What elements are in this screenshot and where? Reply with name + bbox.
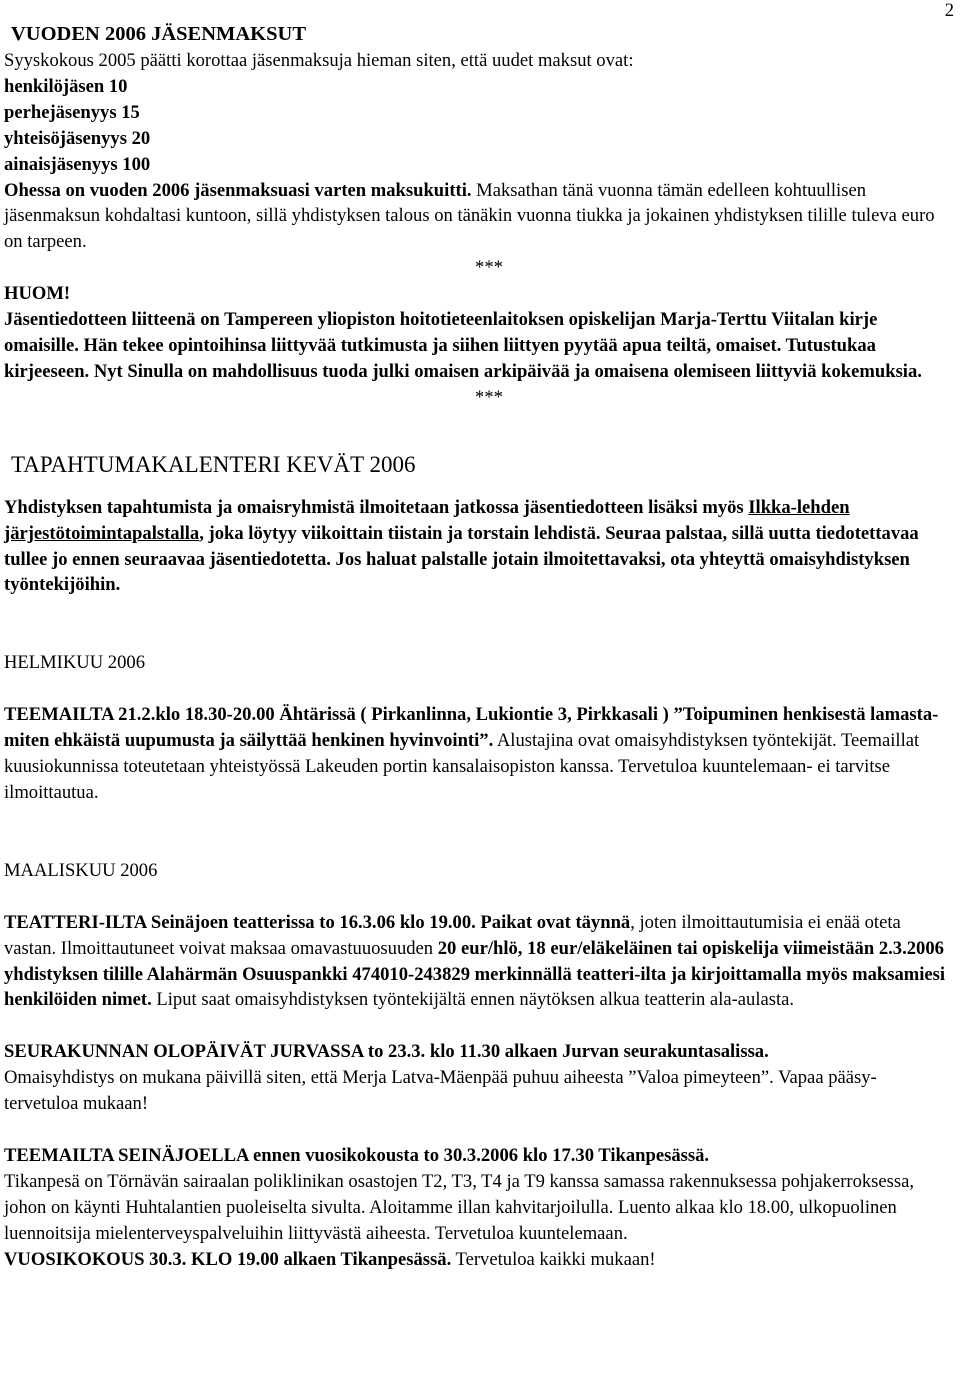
- fees-notice-bold: Ohessa on vuoden 2006 jäsenmaksuasi varten maksukuitti.: [4, 179, 472, 201]
- annual-meeting-title: VUOSIKOKOUS 30.3. KLO 19.00 alkaen Tikanpesässä.: [4, 1248, 452, 1270]
- february-event-bold: TEEMAILTA 21.2.klo 18.30-20.00 Ähtärissä ( Pirkanlinna, Lukiontie 3, Pirkkasali ) ”Toipuminen henkisestä lamasta- miten ehkäistä uupumusta ja säilyttää henkinen hyvinvointi”.: [4, 704, 939, 752]
- theme-evening-title: TEEMAILTA SEINÄJOELLA ennen vuosikokousta to 30.3.2006 klo 17.30 Tikanpesässä.: [4, 1145, 710, 1167]
- fees-section: [4, 0, 954, 255]
- calendar-title: TAPAHTUMAKALENTERI KEVÄT 2006: [11, 451, 416, 477]
- annual-meeting: [4, 1247, 954, 1273]
- fees-intro: Syyskokous 2005 päätti korottaa jäsenmaksuja hieman siten, että uudet maksut ovat:: [4, 50, 634, 71]
- month-heading-march: MAALISKUU 2006: [4, 859, 158, 881]
- theatre-tickets-text: Liput saat omaisyhdistyksen työntekijältä ennen näytöksen alkua teatterin ala-aulasta.: [151, 989, 795, 1011]
- separator: ***: [475, 257, 503, 279]
- fee-item: henkilöjäsen 10: [4, 75, 128, 97]
- theatre-event: [4, 910, 954, 1014]
- fee-item: ainaisjäsenyys 100: [4, 153, 151, 175]
- fees-title: VUODEN 2006 JÄSENMAKSUT: [11, 23, 306, 45]
- annual-meeting-text: Tervetuloa kaikki mukaan!: [451, 1248, 656, 1270]
- fees-notice-text: Maksathan tänä vuonna tämän edelleen kohtuullisen jäsenmaksun kohdaltasi kuntoon, sillä yhdistyksen talous on tänäkin vuonna tiukka ja jokainen yhdistyksen tilille tuleva euro on tarpeen.: [4, 179, 935, 253]
- fees-notice: [4, 178, 954, 256]
- theatre-event-text: , joten ilmoittautumisia ei enää oteta vastan. Ilmoittautuneet voivat maksaa omavastuuosuuden: [4, 911, 901, 959]
- february-section: [4, 650, 954, 806]
- march-section: [4, 858, 954, 1273]
- ilkka-column-link: Ilkka-lehden järjestötoimintapalstalla: [4, 496, 850, 544]
- calendar-intro: [4, 495, 954, 599]
- page-number: 2: [944, 0, 954, 21]
- huom-title: HUOM!: [4, 283, 71, 305]
- huom-text: Jäsentiedotteen liitteenä on Tampereen yliopiston hoitotieteenlaitoksen opiskelijan Marja-Terttu Viitalan kirje omaisille. Hän tekee opintoihinsa liittyvää tutkimusta ja siihen liittyen pyytää apua teiltä, omaiset. Tutustukaa kirjeeseen. Nyt Sinulla on mahdollisuus tuoda julki omaisen arkipäivää ja omaisena olemiseen liittyviä kokemuksia.: [4, 309, 922, 382]
- theatre-payment-bold: 20 eur/hlö, 18 eur/eläkeläinen tai opiskelija viimeistään 2.3.2006 yhdistyksen tilille Alahärmän Osuuspankki 474010-243829 merkinnällä teatteri-ilta ja kirjoittamalla myös maksamiesi henkilöiden nimet.: [4, 937, 946, 1011]
- theme-evening-text: Tikanpesä on Törnävän sairaalan poliklinikan osastojen T2, T3, T4 ja T9 kanssa samassa rakennuksessa pohjakerroksessa, johon on käynti Huhtalantien puoleiselta sivulta. Aloitamme illan kahvitarjoilulla. Luento alkaa klo 18.00, ulkopuolinen luennoitsija mielenterveyspalveluihin liittyvästä aiheesta. Tervetuloa kuuntelemaan.: [4, 1171, 915, 1244]
- february-event-text: Alustajina ovat omaisyhdistyksen työntekijät. Teemaillat kuusiokunnissa toteutetaan yhteistyössä Lakeuden portin kansalaisopiston kanssa. Tervetuloa kuuntelemaan- ei tarvitse ilmoittautua.: [4, 730, 920, 803]
- seniors-event-title: SEURAKUNNAN OLOPÄIVÄT JURVASSA to 23.3. klo 11.30 alkaen Jurvan seurakuntasalissa.: [4, 1041, 769, 1063]
- calendar-intro-b: , joka löytyy viikoittain tiistain ja torstain lehdistä. Seuraa palstaa, sillä uutta tiedotettavaa tullee jo ennen seuraavaa jäsentiedotetta. Jos haluat palstalle jotain ilmoitettavaksi, ota yhteyttä omaisyhdistyksen työntekijöihin.: [4, 522, 919, 596]
- separator: ***: [475, 386, 503, 408]
- huom-section: [4, 281, 954, 385]
- month-heading-february: HELMIKUU 2006: [4, 652, 145, 674]
- fee-item: perhejäsenyys 15: [4, 101, 140, 123]
- seniors-event-text: Omaisyhdistys on mukana päivillä siten, että Merja Latva-Mäenpää puhuu aiheesta ”Valoa pimeyteen”. Vapaa pääsy- tervetuloa mukaan!: [4, 1067, 877, 1115]
- theatre-event-bold: TEATTERI-ILTA Seinäjoen teatterissa to 16.3.06 klo 19.00. Paikat ovat täynnä: [4, 911, 631, 933]
- february-event: [4, 702, 954, 806]
- fee-item: yhteisöjäsenyys 20: [4, 127, 151, 149]
- calendar-section: [4, 450, 954, 599]
- calendar-intro-a: Yhdistyksen tapahtumista ja omaisryhmistä ilmoitetaan jatkossa jäsentiedotteen lisäksi myös: [4, 496, 749, 518]
